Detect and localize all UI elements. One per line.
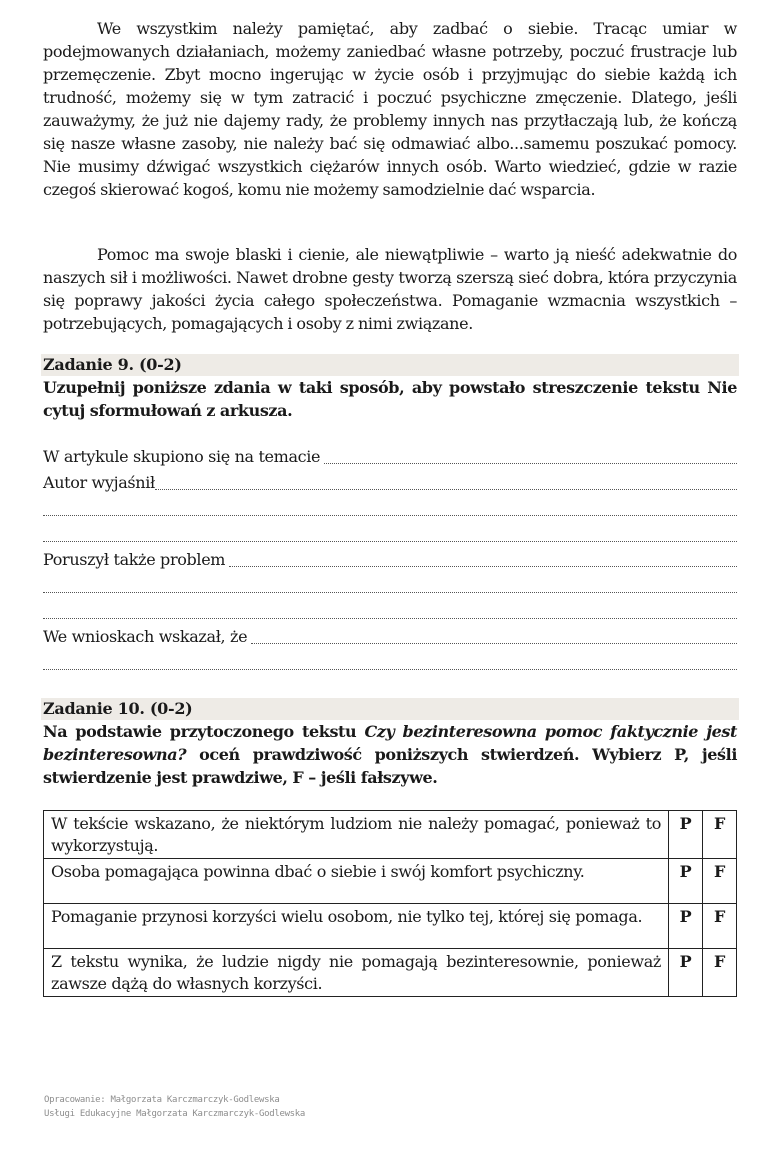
table-row bbox=[44, 904, 737, 949]
page-footer bbox=[44, 1093, 305, 1121]
answer-line-problem[interactable] bbox=[43, 549, 737, 571]
false-option[interactable]: F bbox=[703, 859, 737, 904]
footer-author: Opracowanie: Małgorzata Karczmarczyk-Godlewska bbox=[44, 1095, 280, 1105]
paragraph-text: We wszystkim należy pamiętać, aby zadbać o siebie. Tracąc umiar w podejmowanych działaniach, możemy zaniedbać własne potrzeby, poczuć frustracje lub przemęczenie. Zbyt mocno ingerując w życie osób i przyjmując do siebie każdą ich trudność, możemy się w tym zatracić i poczuć psychiczne zmęczenie. Dlatego, jeśli zauważymy, że już nie dajemy rady, że problemy innych nas przytłaczają lub, że kończą się nasze własne zasoby, nie należy bać się odmawiać albo...samemu poszukać pomocy. Nie musimy dźwigać wszystkich ciężarów innych osób. Warto wiedzieć, gdzie w razie czegoś skierować kogoś, komu nie możemy samodzielnie dać wsparcia. bbox=[43, 19, 737, 199]
statement-cell: Osoba pomagająca powinna dbać o siebie i swój komfort psychiczny. bbox=[44, 859, 669, 904]
task-10-instruction bbox=[43, 720, 737, 789]
true-option[interactable]: P bbox=[669, 904, 703, 949]
body-paragraph bbox=[43, 243, 737, 335]
dotted-answer-field[interactable] bbox=[43, 527, 737, 542]
answer-line-topic[interactable] bbox=[43, 446, 737, 468]
task-9-instruction: Uzupełnij poniższe zdania w taki sposób, aby powstało streszczenie tekstu Nie cytuj sformułowań z arkusza. bbox=[43, 378, 737, 420]
task-10-heading: Zadanie 10. (0-2) bbox=[41, 698, 739, 720]
footer-company: Usługi Edukacyjne Małgorzata Karczmarczyk-Godlewska bbox=[44, 1109, 306, 1119]
table-row bbox=[44, 859, 737, 904]
false-option[interactable]: F bbox=[703, 904, 737, 949]
dotted-answer-field[interactable] bbox=[155, 475, 737, 490]
dotted-answer-field[interactable] bbox=[43, 578, 737, 593]
dotted-answer-field[interactable] bbox=[251, 629, 737, 644]
statement-cell: Pomaganie przynosi korzyści wielu osobom, nie tylko tej, której się pomaga. bbox=[44, 904, 669, 949]
table-row bbox=[44, 949, 737, 997]
article-title: Czy bezinteresowna pomoc faktycznie jest bezinteresowna? bbox=[43, 722, 737, 764]
false-option[interactable]: F bbox=[703, 811, 737, 859]
table-row bbox=[44, 811, 737, 859]
body-paragraph bbox=[43, 17, 737, 201]
paragraph-text: Pomoc ma swoje blaski i cienie, ale niewątpliwie – warto ją nieść adekwatnie do naszych sił i możliwości. Nawet drobne gesty tworzą szerszą sieć dobra, która przyczynia się poprawy jakości życia całego społeczeństwa. Pomaganie wzmacnia wszystkich – potrzebujących, pomagających i osoby z nimi związane. bbox=[43, 245, 737, 333]
dotted-answer-field[interactable] bbox=[43, 655, 737, 670]
true-false-table bbox=[43, 810, 737, 997]
answer-line-continuation[interactable] bbox=[43, 498, 737, 520]
dotted-answer-field[interactable] bbox=[43, 604, 737, 619]
answer-line-continuation[interactable] bbox=[43, 652, 737, 674]
statement-cell: Z tekstu wynika, że ludzie nigdy nie pomagają bezinteresownie, ponieważ zawsze dążą do własnych korzyści. bbox=[44, 949, 669, 997]
task-9-heading: Zadanie 9. (0-2) bbox=[41, 354, 739, 376]
answer-line-label: Poruszył także problem bbox=[43, 550, 226, 569]
instruction-text: oceń prawdziwość poniższych stwierdzeń. Wybierz P, jeśli stwierdzenie jest prawdziwe, F – jeśli fałszywe. bbox=[43, 745, 737, 787]
answer-line-label: Autor wyjaśnił bbox=[43, 473, 155, 492]
answer-line-continuation[interactable] bbox=[43, 575, 737, 597]
true-option[interactable]: P bbox=[669, 949, 703, 997]
instruction-text: Na podstawie przytoczonego tekstu bbox=[43, 722, 365, 741]
statement-cell: W tekście wskazano, że niektórym ludziom nie należy pomagać, ponieważ to wykorzystują. bbox=[44, 811, 669, 859]
false-option[interactable]: F bbox=[703, 949, 737, 997]
dotted-answer-field[interactable] bbox=[43, 501, 737, 516]
dotted-answer-field[interactable] bbox=[324, 449, 737, 464]
answer-line-label: W artykule skupiono się na temacie bbox=[43, 447, 321, 466]
answer-line-explained[interactable] bbox=[43, 472, 737, 494]
true-option[interactable]: P bbox=[669, 811, 703, 859]
answer-line-continuation[interactable] bbox=[43, 524, 737, 546]
answer-line-continuation[interactable] bbox=[43, 601, 737, 623]
dotted-answer-field[interactable] bbox=[229, 552, 737, 567]
answer-line-conclusions[interactable] bbox=[43, 626, 737, 648]
true-option[interactable]: P bbox=[669, 859, 703, 904]
answer-line-label: We wnioskach wskazał, że bbox=[43, 627, 248, 646]
